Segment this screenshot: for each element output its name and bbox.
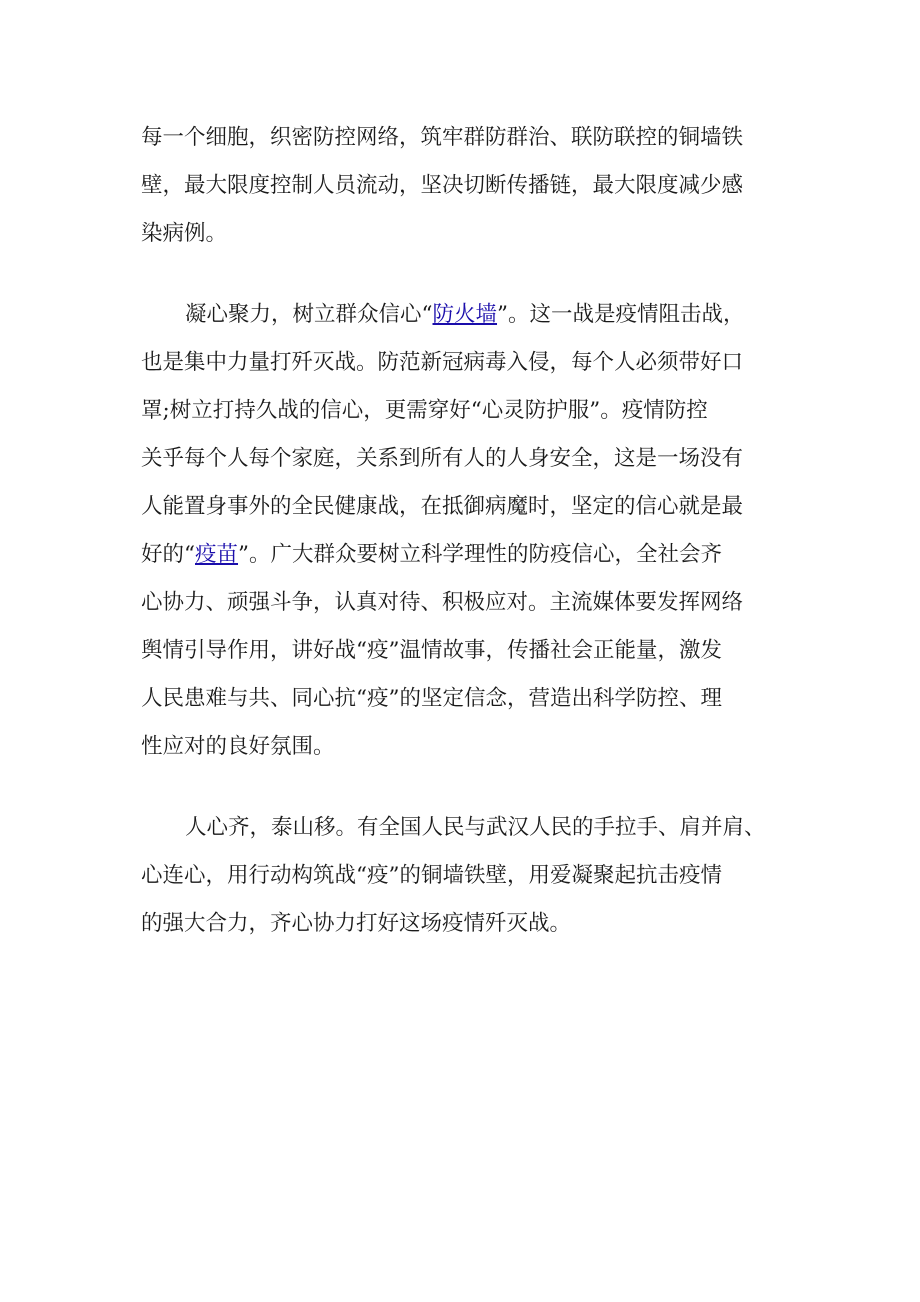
text-line xyxy=(141,675,781,723)
line-text: 心连心，用行动构筑战“疫”的铜墙铁壁，用爱凝聚起抗击疫情 xyxy=(141,863,722,888)
line-text: 心协力、顽强斗争，认真对待、积极应对。主流媒体要发挥网络 xyxy=(141,590,744,615)
text-line xyxy=(141,483,781,531)
paragraph-1 xyxy=(141,114,781,258)
document-body xyxy=(141,114,781,948)
text-line xyxy=(141,852,781,900)
text-line xyxy=(141,291,781,339)
text-before-link: 凝心聚力，树立群众信心“ xyxy=(185,302,433,327)
text-line xyxy=(141,900,781,948)
line-text-segment xyxy=(185,291,745,339)
text-line xyxy=(141,162,781,210)
text-line xyxy=(141,579,781,627)
text-before-link: 好的“ xyxy=(141,542,195,567)
line-text: 的强大合力，齐心协力打好这场疫情歼灭战。 xyxy=(141,911,572,936)
line-text: 人心齐，泰山移。有全国人民与武汉人民的手拉手、肩并肩、 xyxy=(185,815,766,840)
text-line xyxy=(141,723,781,771)
vaccine-link[interactable]: 疫苗 xyxy=(195,542,239,567)
text-line xyxy=(141,435,781,483)
line-text: 每一个细胞，织密防控网络，筑牢群防群治、联防联控的铜墙铁 xyxy=(141,125,744,150)
text-line xyxy=(141,210,781,258)
line-text: 关乎每个人每个家庭，关系到所有人的人身安全，这是一场没有 xyxy=(141,446,744,471)
text-line xyxy=(141,627,781,675)
line-text: 也是集中力量打歼灭战。防范新冠病毒入侵，每个人必须带好口 xyxy=(141,350,744,375)
line-text: 人民患难与共、同心抗“疫”的坚定信念，营造出科学防控、理 xyxy=(141,686,722,711)
line-text: 人能置身事外的全民健康战，在抵御病魔时，坚定的信心就是最 xyxy=(141,494,744,519)
text-line xyxy=(141,114,781,162)
paragraph-3 xyxy=(141,804,781,948)
line-text-segment xyxy=(141,531,722,579)
text-line xyxy=(141,804,781,852)
line-text: 性应对的良好氛围。 xyxy=(141,734,335,759)
line-text: 罩;树立打持久战的信心，更需穿好“心灵防护服”。疫情防控 xyxy=(141,398,708,423)
text-line xyxy=(141,387,781,435)
line-text: 壁，最大限度控制人员流动，坚决切断传播链，最大限度减少感 xyxy=(141,173,744,198)
text-line xyxy=(141,339,781,387)
paragraph-2 xyxy=(141,291,781,771)
firewall-link[interactable]: 防火墙 xyxy=(432,302,498,327)
line-text: 染病例。 xyxy=(141,221,228,246)
text-line xyxy=(141,531,781,579)
text-after-link: ”。这一战是疫情阻击战， xyxy=(497,302,745,327)
text-after-link: ”。广大群众要树立科学理性的防疫信心，全社会齐 xyxy=(238,542,723,567)
line-text: 舆情引导作用，讲好战“疫”温情故事，传播社会正能量，激发 xyxy=(141,638,722,663)
